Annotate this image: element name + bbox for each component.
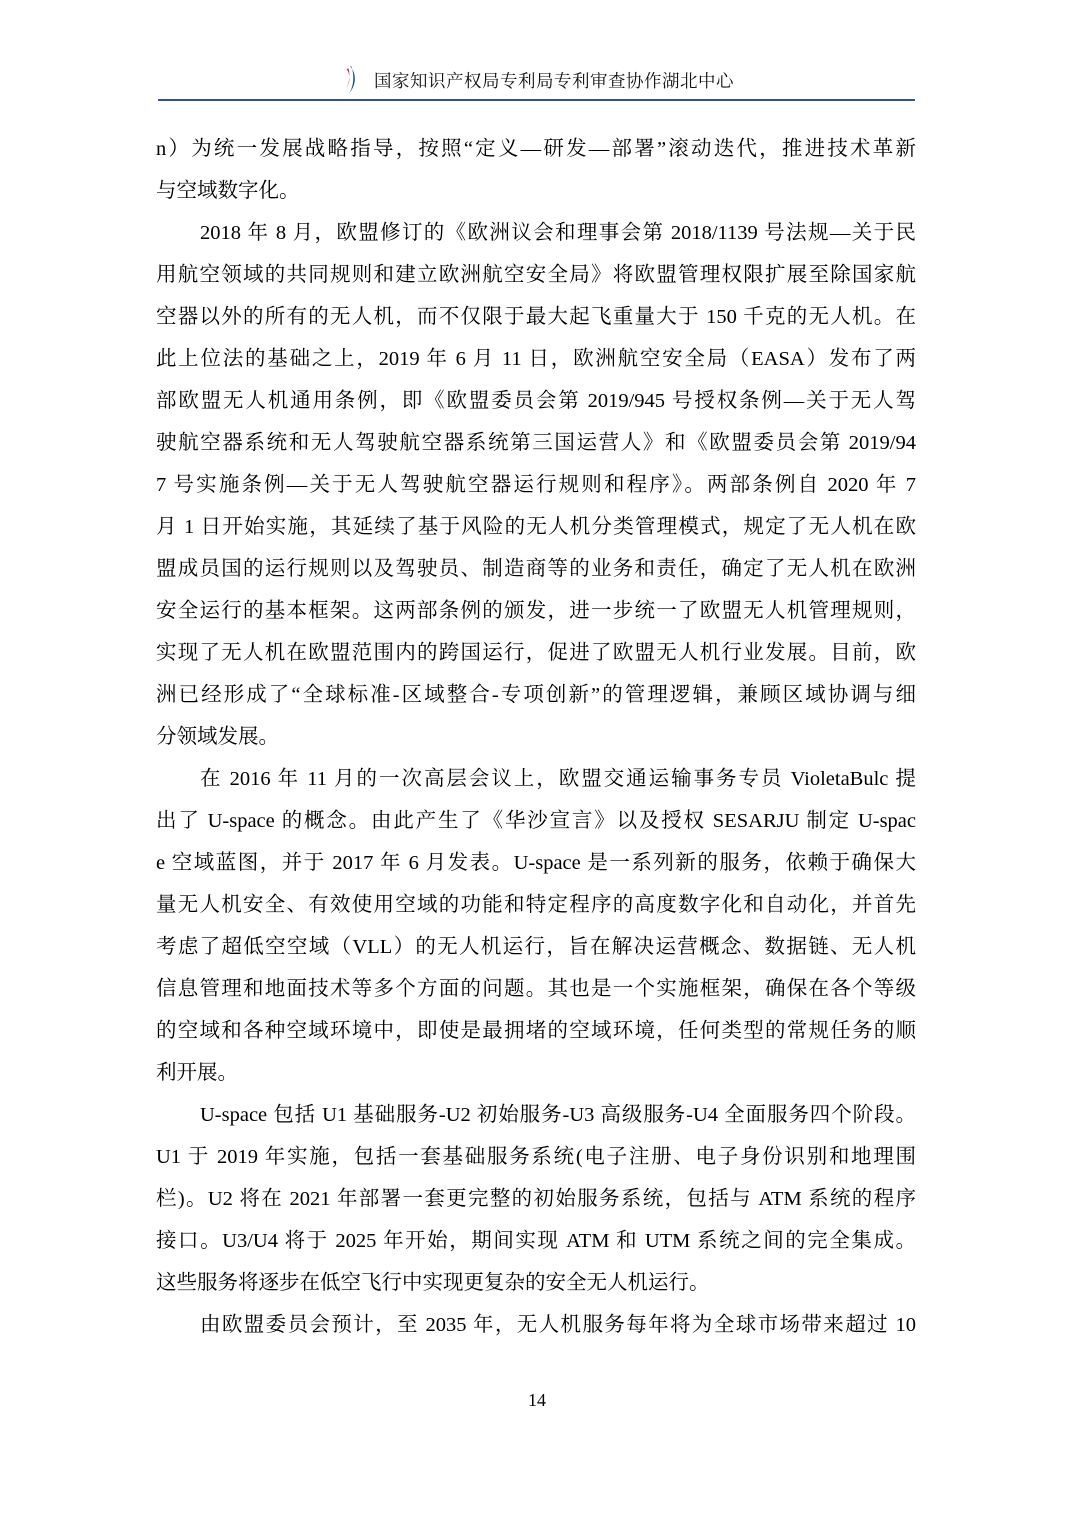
text-line: 考虑了超低空空域（VLL）的无人机运行，旨在解决运营概念、数据链、无人机 — [156, 936, 916, 958]
text-line: 空器以外的所有的无人机，而不仅限于最大起飞重量大于 150 千克的无人机。在 — [156, 306, 916, 328]
text-line: 洲已经形成了“全球标准-区域整合-专项创新”的管理逻辑，兼顾区域协调与细 — [156, 684, 916, 706]
text-line: 的空域和各种空域环境中，即使是最拥堵的空域环境，任何类型的常规任务的顺 — [156, 1020, 916, 1042]
text-line: 驶航空器系统和无人驾驶航空器系统第三国运营人》和《欧盟委员会第 2019/94 — [156, 432, 916, 454]
text-line: e 空域蓝图，并于 2017 年 6 月发表。U-space 是一系列新的服务，依赖于确保大 — [156, 852, 916, 874]
text-line: 这些服务将逐步在低空飞行中实现更复杂的安全无人机运行。 — [156, 1272, 710, 1294]
document-body — [156, 128, 916, 1346]
text-line: 部欧盟无人机通用条例，即《欧盟委员会第 2019/945 号授权条例—关于无人驾 — [156, 390, 916, 412]
page-header — [0, 64, 1074, 96]
text-line: 信息管理和地面技术等多个方面的问题。其也是一个实施框架，确保在各个等级 — [156, 978, 916, 1000]
text-line: 在 2016 年 11 月的一次高层会议上，欧盟交通运输事务专员 VioletaBulc 提 — [200, 768, 916, 790]
text-line: 栏)。U2 将在 2021 年部署一套更完整的初始服务系统，包括与 ATM 系统的程序 — [156, 1188, 916, 1210]
sipo-emblem-icon — [340, 65, 360, 95]
text-line: 出了 U-space 的概念。由此产生了《华沙宣言》以及授权 SESARJU 制定 U-spac — [156, 810, 916, 832]
text-line: 安全运行的基本框架。这两部条例的颁发，进一步统一了欧盟无人机管理规则， — [156, 600, 916, 622]
text-line: 与空域数字化。 — [156, 180, 300, 202]
text-line: 用航空领域的共同规则和建立欧洲航空安全局》将欧盟管理权限扩展至除国家航 — [156, 264, 916, 286]
text-line: 利开展。 — [156, 1062, 238, 1084]
text-line: 分领域发展。 — [156, 726, 279, 748]
text-line: 7 号实施条例—关于无人驾驶航空器运行规则和程序》。两部条例自 2020 年 7 — [156, 474, 916, 496]
text-line: 月 1 日开始实施，其延续了基于风险的无人机分类管理模式，规定了无人机在欧 — [156, 516, 916, 538]
text-line: 2018 年 8 月，欧盟修订的《欧洲议会和理事会第 2018/1139 号法规—关于民 — [200, 222, 916, 244]
text-line: 盟成员国的运行规则以及驾驶员、制造商等的业务和责任，确定了无人机在欧洲 — [156, 558, 916, 580]
text-line: U-space 包括 U1 基础服务-U2 初始服务-U3 高级服务-U4 全面服务四个阶段。 — [200, 1104, 916, 1126]
text-line: 此上位法的基础之上，2019 年 6 月 11 日，欧洲航空安全局（EASA）发布了两 — [156, 348, 916, 370]
text-line: 实现了无人机在欧盟范围内的跨国运行，促进了欧盟无人机行业发展。目前，欧 — [156, 642, 916, 664]
header-title: 国家知识产权局专利局专利审查协作湖北中心 — [374, 70, 734, 91]
text-line: 接口。U3/U4 将于 2025 年开始，期间实现 ATM 和 UTM 系统之间的完全集成。 — [156, 1230, 916, 1252]
text-line: U1 于 2019 年实施，包括一套基础服务系统(电子注册、电子身份识别和地理围 — [156, 1146, 916, 1168]
header-rule — [158, 99, 915, 101]
text-line: n）为统一发展战略指导，按照“定义—研发—部署”滚动迭代，推进技术革新 — [156, 138, 916, 160]
text-line: 由欧盟委员会预计，至 2035 年，无人机服务每年将为全球市场带来超过 10 — [200, 1314, 916, 1336]
text-line: 量无人机安全、有效使用空域的功能和特定程序的高度数字化和自动化，并首先 — [156, 894, 916, 916]
page-number: 14 — [528, 1390, 546, 1410]
